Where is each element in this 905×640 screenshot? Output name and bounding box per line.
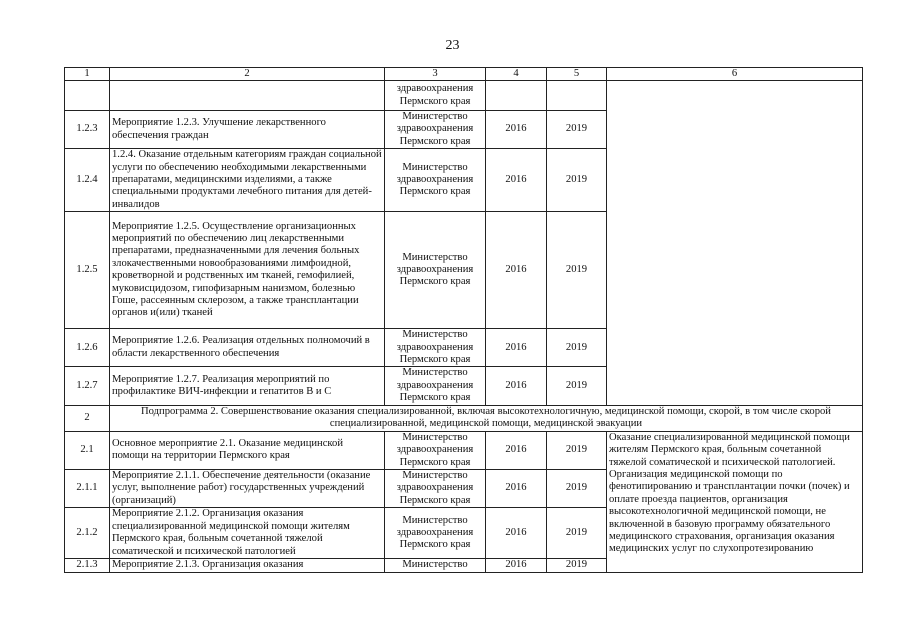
row-organization: Министерство здравоохранения Пермского края <box>385 508 486 559</box>
row-description: Мероприятие 2.1.2. Организация оказания специализированной медицинской помощи жителям Пермского края, больным сочетанной тяжелой соматической и психической патологией <box>110 508 385 559</box>
row-description: Основное мероприятие 2.1. Оказание медицинской помощи на территории Пермского края <box>110 431 385 469</box>
row-end-year <box>547 81 607 111</box>
row-number: 2.1 <box>65 431 110 469</box>
row-organization: Министерство здравоохранения Пермского края <box>385 367 486 405</box>
header-col-1: 1 <box>65 68 110 81</box>
row-organization: Министерство здравоохранения Пермского края <box>385 149 486 212</box>
row-start-year: 2016 <box>486 149 547 212</box>
subprogram-number: 2 <box>65 405 110 431</box>
program-table <box>64 67 863 573</box>
row-organization: Министерство здравоохранения Пермского края <box>385 431 486 469</box>
row-organization: здравоохранения Пермского края <box>385 81 486 111</box>
table-row <box>65 81 863 111</box>
row-description: Мероприятие 1.2.7. Реализация мероприятий по профилактике ВИЧ-инфекции и гепатитов В и С <box>110 367 385 405</box>
row-organization: Министерство здравоохранения Пермского края <box>385 111 486 149</box>
row-start-year: 2016 <box>486 212 547 329</box>
row-number: 1.2.6 <box>65 329 110 367</box>
row-number: 2.1.1 <box>65 469 110 507</box>
row-organization: Министерство здравоохранения Пермского края <box>385 329 486 367</box>
row-number: 2.1.3 <box>65 559 110 572</box>
row-description: Мероприятие 1.2.5. Осуществление организационных мероприятий по обеспечению лиц лекарственными препаратами, предназначенными для лечения больных злокачественными новообразованиями лимфоидной, кроветворной и родственных им тканей, гемофилией, муковисцидозом, гипофизарным нанизмом, болезнью Гоше, рассеянным склерозом, а также трансплантации органов и(или) тканей <box>110 212 385 329</box>
row-description: Мероприятие 2.1.1. Обеспечение деятельности (оказание услуг, выполнение работ) государственных учреждений (организаций) <box>110 469 385 507</box>
row-number <box>65 81 110 111</box>
row-organization: Министерство здравоохранения Пермского края <box>385 469 486 507</box>
subprogram-row <box>65 405 863 431</box>
row-end-year: 2019 <box>547 559 607 572</box>
header-col-5: 5 <box>547 68 607 81</box>
row-start-year: 2016 <box>486 559 547 572</box>
header-row <box>65 68 863 81</box>
row-end-year: 2019 <box>547 431 607 469</box>
row-number: 1.2.4 <box>65 149 110 212</box>
row-start-year: 2016 <box>486 111 547 149</box>
row-end-year: 2019 <box>547 508 607 559</box>
row-organization: Министерство <box>385 559 486 572</box>
page-number: 23 <box>445 38 460 53</box>
row-end-year: 2019 <box>547 367 607 405</box>
subprogram-title: Подпрограмма 2. Совершенствование оказания специализированной, включая высокотехнологичную, медицинской помощи, скорой, в том числе скорой специализированной, медицинской помощи, медицинской эвакуации <box>110 405 863 431</box>
header-col-6: 6 <box>607 68 863 81</box>
row-start-year: 2016 <box>486 431 547 469</box>
header-col-2: 2 <box>110 68 385 81</box>
header-col-4: 4 <box>486 68 547 81</box>
header-col-3: 3 <box>385 68 486 81</box>
row-organization: Министерство здравоохранения Пермского края <box>385 212 486 329</box>
row-end-year: 2019 <box>547 329 607 367</box>
row-number: 1.2.5 <box>65 212 110 329</box>
row-end-year: 2019 <box>547 111 607 149</box>
row-description: Мероприятие 2.1.3. Организация оказания <box>110 559 385 572</box>
expected-result: Оказание специализированной медицинской помощи жителям Пермского края, больным сочетанной тяжелой соматической и психической патологией. Организация медицинской помощи по фенотипированию и трансплантации почки (почек) и оплате проезда пациентов, организация высокотехнологичной медицинской помощи, не включенной в базовую программу обязательного медицинского страхования, организация оказания медицинских услуг по слухопротезированию <box>607 431 863 572</box>
row-number: 1.2.3 <box>65 111 110 149</box>
row-start-year: 2016 <box>486 508 547 559</box>
row-end-year: 2019 <box>547 469 607 507</box>
row-start-year: 2016 <box>486 329 547 367</box>
table-row <box>65 431 863 469</box>
row-start-year <box>486 81 547 111</box>
col6-empty-cell <box>607 81 863 406</box>
row-description: Мероприятие 1.2.6. Реализация отдельных полномочий в области лекарственного обеспечения <box>110 329 385 367</box>
row-end-year: 2019 <box>547 149 607 212</box>
row-start-year: 2016 <box>486 469 547 507</box>
row-number: 2.1.2 <box>65 508 110 559</box>
row-description <box>110 81 385 111</box>
row-description: 1.2.4. Оказание отдельным категориям граждан социальной услуги по обеспечению необходимыми лекарственными препаратами, медицинскими изделиями, а также специальными продуктами лечебного питания для детей-инвалидов <box>110 149 385 212</box>
row-number: 1.2.7 <box>65 367 110 405</box>
row-start-year: 2016 <box>486 367 547 405</box>
row-description: Мероприятие 1.2.3. Улучшение лекарственного обеспечения граждан <box>110 111 385 149</box>
row-end-year: 2019 <box>547 212 607 329</box>
